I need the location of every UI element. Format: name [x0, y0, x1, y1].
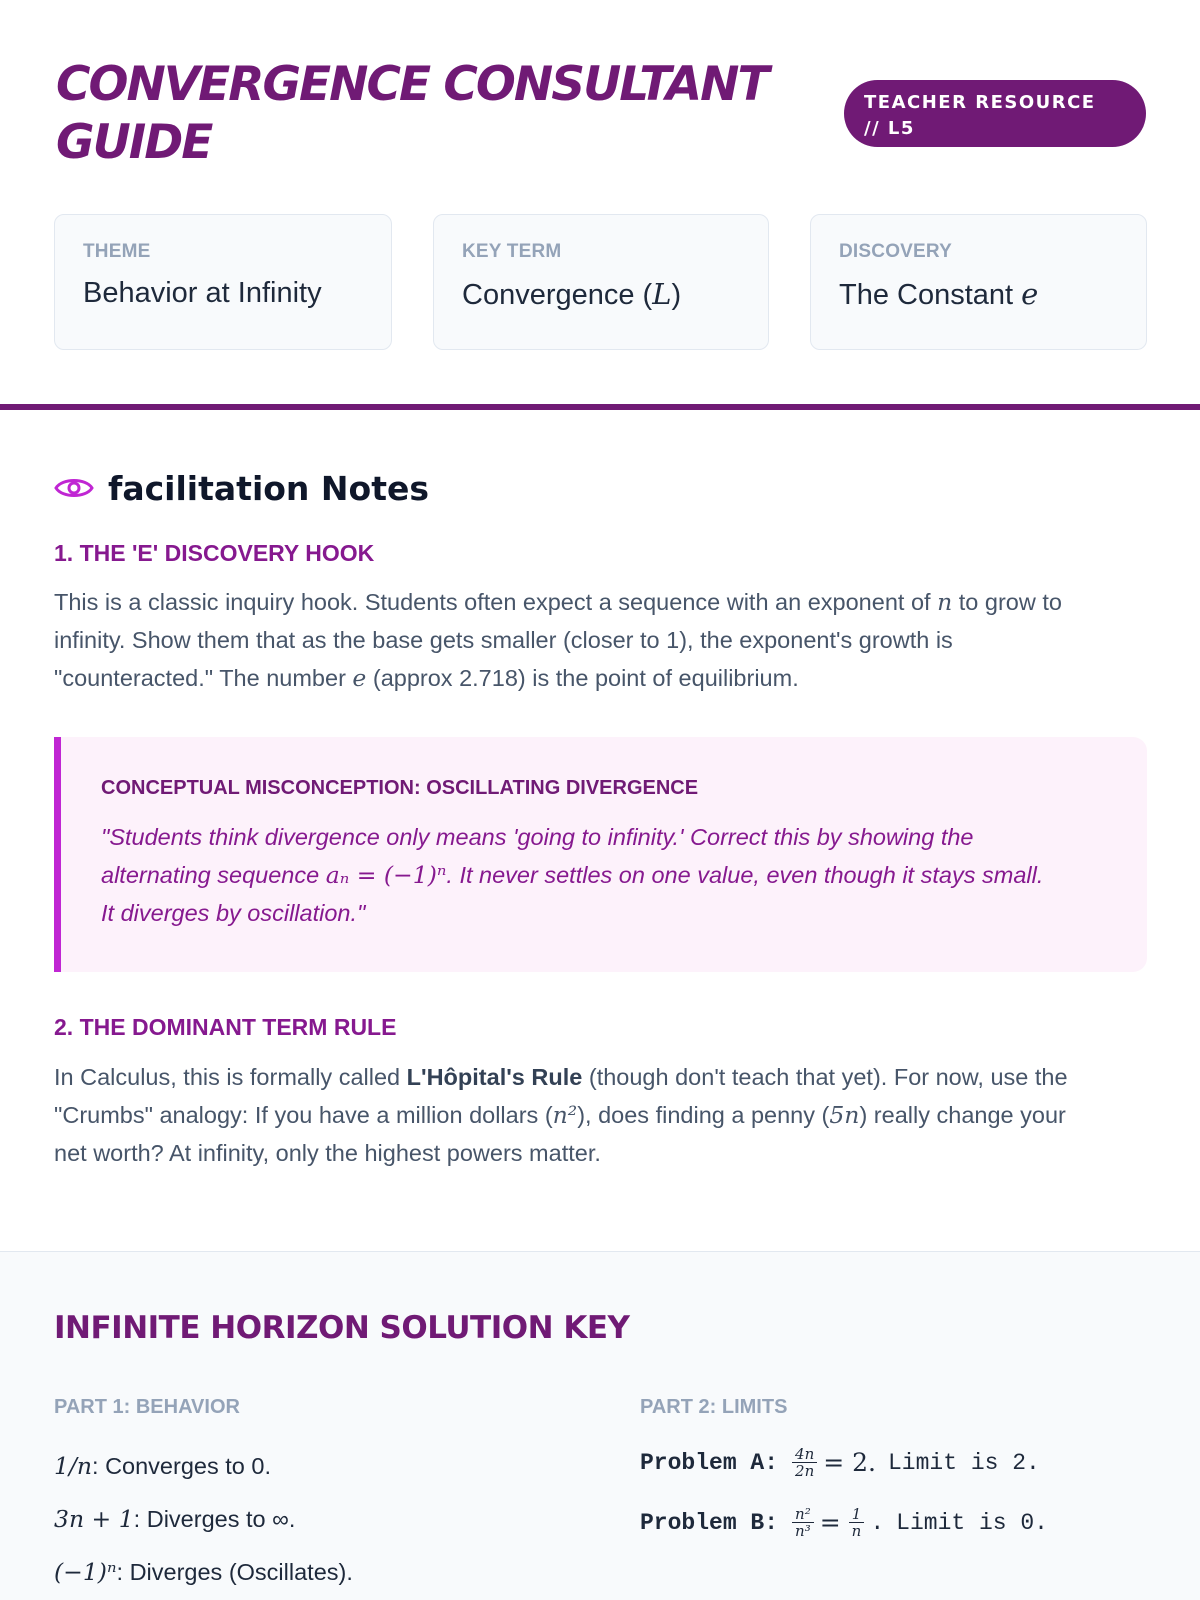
badge-line-2: // L5 — [864, 118, 915, 139]
card-label: DISCOVERY — [839, 241, 953, 262]
card-value-math: e — [1021, 277, 1039, 311]
callout-line: "Students think divergence only means 'going to infinity.' Correct this by showing the — [101, 824, 974, 850]
section-2-paragraph — [54, 1058, 1154, 1172]
fraction-numerator: 1 — [849, 1506, 865, 1523]
fraction-numerator: n² — [792, 1506, 814, 1523]
notes-heading — [54, 466, 429, 510]
card-value — [462, 277, 740, 312]
text-run: (approx 2.718) is the point of equilibrium. — [366, 665, 799, 691]
problem-label: Problem B: — [640, 1509, 779, 1536]
fraction-denominator: n — [851, 1522, 862, 1540]
theme-card — [54, 214, 392, 350]
problem-label: Problem A: — [640, 1449, 779, 1476]
notes-heading-text: facilitation Notes — [108, 468, 429, 508]
card-value-text: The Constant — [839, 279, 1022, 311]
fraction — [792, 1506, 814, 1539]
card-value — [83, 277, 363, 310]
callout-title: CONCEPTUAL MISCONCEPTION: OSCILLATING DIVERGENCE — [101, 777, 699, 799]
solution-key-section — [0, 1251, 1200, 1600]
answer-text: : Converges to 0. — [92, 1453, 271, 1479]
answer-item — [54, 1452, 271, 1480]
card-label: KEY TERM — [462, 241, 562, 262]
eye-icon — [54, 473, 94, 503]
section-1-title: 1. THE 'E' DISCOVERY HOOK — [54, 540, 375, 566]
problem-a — [640, 1446, 1040, 1479]
limit-text: Limit is 0. — [896, 1509, 1048, 1536]
card-value-math: L — [652, 277, 672, 311]
text-run: (though don't teach that yet). For now, use the — [582, 1064, 1068, 1090]
para-line — [54, 1096, 1154, 1134]
lhopital-rule-text: L'Hôpital's Rule — [406, 1064, 583, 1090]
period: . — [870, 1509, 885, 1536]
para-line: infinity. Show them that as the base gets smaller (closer to 1), the exponent's growth is — [54, 627, 953, 653]
equals-result: = 2. — [823, 1448, 876, 1477]
header — [0, 0, 1200, 408]
fraction-numerator: 4n — [792, 1446, 817, 1463]
answer-item — [54, 1558, 353, 1586]
text-run: This is a classic inquiry hook. Students often expect a sequence with an exponent of — [54, 589, 938, 615]
para-line: net worth? At infinity, only the highest powers matter. — [54, 1140, 601, 1166]
answer-text: : Diverges to ∞. — [133, 1506, 296, 1532]
answer-item — [54, 1505, 295, 1533]
section-2-title: 2. THE DOMINANT TERM RULE — [54, 1014, 397, 1040]
page-title — [56, 56, 816, 172]
answer-math: 1/n — [54, 1452, 93, 1480]
part-1-label: PART 1: BEHAVIOR — [54, 1396, 240, 1418]
answer-math: (−1)ⁿ — [54, 1558, 117, 1586]
card-value-suffix: ) — [671, 279, 682, 311]
resource-badge — [844, 80, 1146, 147]
fraction — [849, 1506, 865, 1539]
limit-text: Limit is 2. — [888, 1449, 1040, 1476]
problem-b — [640, 1506, 1048, 1539]
misconception-callout — [54, 737, 1147, 972]
math-sequence: aₙ = (−1)ⁿ — [325, 861, 447, 889]
para-line — [54, 659, 1154, 697]
section-1-paragraph — [54, 583, 1154, 697]
discovery-card — [810, 214, 1147, 350]
text-run: alternating sequence — [101, 862, 326, 888]
text-run: ) really change your — [859, 1102, 1066, 1128]
para-line — [54, 1058, 1154, 1096]
card-value — [839, 277, 1118, 312]
math-n-squared: n² — [552, 1101, 578, 1129]
answer-text: : Diverges (Oscillates). — [116, 1559, 353, 1585]
header-divider — [0, 404, 1200, 410]
text-run: "Crumbs" analogy: If you have a million dollars ( — [54, 1102, 553, 1128]
math-5n: 5n — [829, 1101, 860, 1129]
text-run: ), does finding a penny ( — [577, 1102, 830, 1128]
badge-line-1: TEACHER RESOURCE — [864, 92, 1096, 113]
part-2-label: PART 2: LIMITS — [640, 1396, 788, 1418]
card-value-text: Convergence ( — [462, 279, 653, 311]
text-run: to grow to — [952, 589, 1062, 615]
title-line-2: GUIDE — [56, 115, 212, 170]
math-e: e — [352, 664, 367, 692]
card-value-text: Behavior at Infinity — [83, 277, 322, 309]
fraction-denominator: n³ — [795, 1522, 811, 1540]
para-line — [54, 583, 1154, 621]
equals-sign: = — [819, 1508, 841, 1537]
text-run: "counteracted." The number — [54, 665, 353, 691]
card-label: THEME — [83, 241, 151, 262]
callout-body — [101, 818, 1107, 932]
math-n: n — [937, 588, 953, 616]
title-line-1: CONVERGENCE CONSULTANT — [56, 57, 768, 112]
fraction-denominator: 2n — [795, 1462, 815, 1480]
solution-title: INFINITE HORIZON SOLUTION KEY — [54, 1310, 630, 1346]
text-run: . It never settles on one value, even though it stays small. — [446, 862, 1044, 888]
callout-line — [101, 856, 1107, 894]
text-run: In Calculus, this is formally called — [54, 1064, 407, 1090]
fraction — [792, 1446, 817, 1479]
answer-math: 3n + 1 — [54, 1505, 134, 1533]
callout-line: It diverges by oscillation." — [101, 900, 366, 926]
key-term-card — [433, 214, 769, 350]
